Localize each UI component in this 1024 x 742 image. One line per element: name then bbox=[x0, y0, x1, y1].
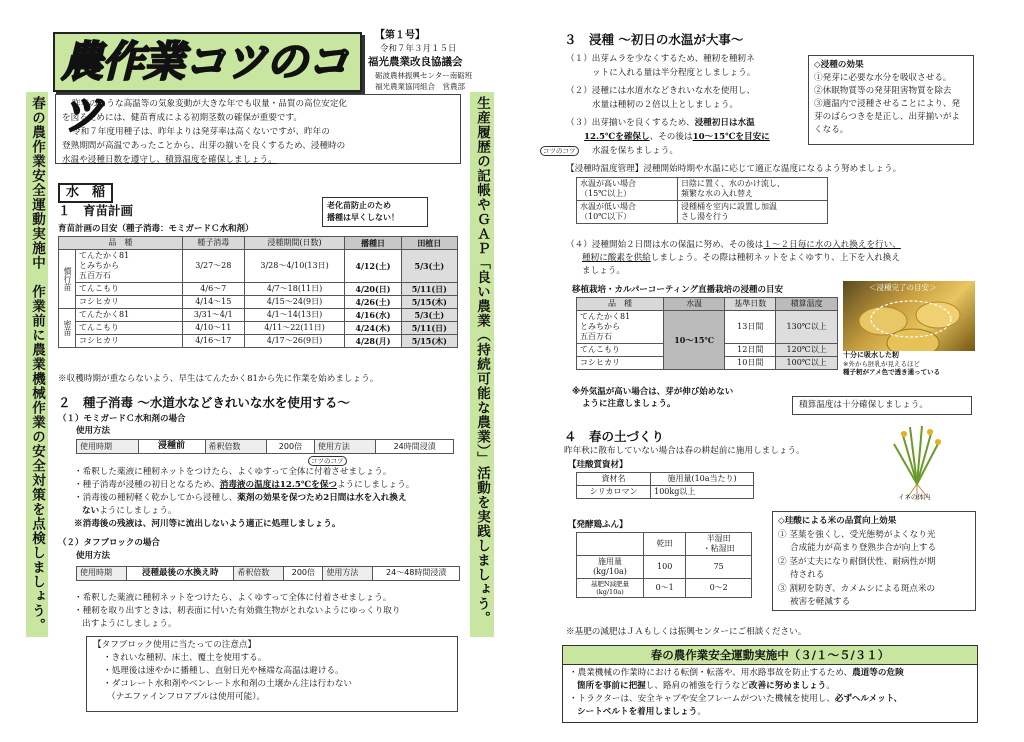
usage1-c0: 使用時期 bbox=[77, 440, 139, 454]
keisan-effect-title: ◇珪酸による米の品質向上効果 bbox=[778, 516, 897, 526]
usage2-c1: 浸種最後の水換え時 bbox=[127, 567, 234, 581]
nursery-r4c4: 5/11(日) bbox=[401, 322, 457, 335]
usage1-c4: 使用方法 bbox=[314, 440, 376, 454]
keisan-table bbox=[576, 472, 754, 499]
effect-item5: くなる。 bbox=[814, 125, 849, 135]
sec2-2-heading: （２）タフブロックの場合 bbox=[58, 538, 160, 548]
usage2-table bbox=[76, 566, 460, 581]
effect-item4: 芽のばらつきを是正し、出芽揃いがよ bbox=[814, 112, 961, 122]
table-row bbox=[59, 250, 458, 283]
nursery-h0: 品 種 bbox=[59, 237, 183, 250]
nursery-r3c2: 4/1～14(13日) bbox=[244, 309, 345, 322]
nursery-r5c2: 4/17～26(9日) bbox=[244, 335, 345, 348]
hakko-table bbox=[576, 532, 752, 598]
sec2-1-b4: ※消毒後の残液は、河川等に流出しないよう適正に処理しましょう。 bbox=[74, 519, 341, 529]
table-row bbox=[577, 201, 828, 224]
safety-body: ・農業機械の作業時における転倒・転落や、用水路事故を防止するため、農道等の危険 箇所を事前に把握し、路肩の補強を行うなど改善に努めましょう。 ・トラクターは、安全キャブや安全フレームがついた機械を使用し、必ずヘルメット、 シートベルトを着用しましょう。 bbox=[569, 668, 904, 718]
photo-caption-top: ＜浸種完了の目安＞ bbox=[869, 283, 937, 292]
sec2-1-b1: ・希釈した薬液に種籾ネットをつけたら、よくゆすって全体に付着させましょう。 bbox=[74, 467, 392, 477]
calper-h3: 積算温度 bbox=[776, 298, 838, 311]
table-row bbox=[59, 283, 458, 296]
intro-line4: 登熟期間が高温であったことから、出芽の揃いを良くするため、浸種時の bbox=[62, 141, 346, 151]
kotsu-tag-1: コツのコツ bbox=[308, 456, 347, 466]
sec1-caption: 育苗計画の目安（種子消毒：モミガードＣ水和剤） bbox=[58, 224, 254, 234]
table-row bbox=[77, 440, 454, 454]
center-vertical-band bbox=[470, 92, 494, 637]
publisher: 福光農業改良協議会 bbox=[368, 56, 463, 68]
temp-r0c1: 日陰に置く、水のかけ流し、 頻繁な水の入れ替え bbox=[678, 178, 828, 201]
hakko-r1c0: 基肥N減肥量 (kg/10a) bbox=[577, 579, 644, 598]
keisan-effect-2: ② 茎が丈夫になり耐倒伏性、耐病性が期 bbox=[778, 556, 936, 567]
table-row bbox=[77, 567, 460, 581]
nursery-r2c2: 4/15～24(9日) bbox=[244, 296, 345, 309]
usage1-c5: 24時間浸漬 bbox=[376, 440, 454, 454]
keisan-r1: 100kg以上 bbox=[651, 486, 754, 499]
nursery-r0c0: てんたかく81 とみちから 五百万石 bbox=[76, 250, 183, 283]
calper-r1c2: 120℃以上 bbox=[776, 344, 838, 357]
sec3-items bbox=[566, 52, 806, 158]
temp-mgmt-text: 【浸種時温度管理】浸種開始時期や水温に応じて適正な温度になるよう努めましょう。 bbox=[566, 164, 902, 174]
sec4-heading: ４ 春の土づくり bbox=[564, 429, 665, 444]
usage2-c0: 使用時期 bbox=[77, 567, 127, 581]
table-row bbox=[577, 311, 838, 344]
calper-h0: 品 種 bbox=[577, 298, 664, 311]
effect-item3: ③適温内で浸種させることにより、発 bbox=[814, 99, 961, 109]
tough-box-item2: ・処理後は速やかに播種し、直射日光や極端な高温は避ける。 bbox=[103, 666, 344, 676]
nursery-r2c0: コシヒカリ bbox=[76, 296, 183, 309]
sec3-item2b: 水量は種籾の２倍以上としましょう。 bbox=[592, 100, 739, 110]
calper-h1: 水温 bbox=[664, 298, 725, 311]
calper-r1c0: てんこもり bbox=[577, 344, 664, 357]
logo-title: 農作業コツのコツ bbox=[61, 37, 349, 139]
tough-box-title: 【タフブロック使用に当たっての注意点】 bbox=[93, 640, 257, 650]
sec3-item4: （４）浸種開始２日間は水の保温に努め、その後は１～２日毎に水の入れ換えを行い、 種籾に酸素を供給しましょう。その際は種籾ネットをよくゆすり、上下を入れ換え ましょう。 bbox=[566, 240, 901, 276]
calper-r2c2: 100℃以上 bbox=[776, 357, 838, 370]
kotsu-tag-2: コツのコツ bbox=[540, 146, 579, 156]
nursery-header-row bbox=[59, 237, 458, 250]
intro-line3: 令和７年度用種子は、昨年よりは発芽率は高くないですが、昨年の bbox=[72, 127, 330, 137]
tough-box-item4: （ナエファインフロアブルは使用可能）。 bbox=[107, 692, 266, 702]
nursery-r2c4: 5/15(木) bbox=[401, 296, 457, 309]
nursery-group2: 密苗 bbox=[59, 309, 76, 348]
sec2-1-bullets bbox=[74, 466, 470, 531]
sec2-1-b3-cont: ないようにしましょう。 bbox=[82, 506, 177, 516]
calper-r0c1: 13日間 bbox=[725, 311, 776, 344]
keisan-effect-2b: 待される bbox=[790, 570, 825, 580]
nursery-h4: 田植日 bbox=[401, 237, 457, 250]
nursery-r1c4: 5/11(日) bbox=[401, 283, 457, 296]
table-row bbox=[577, 473, 754, 486]
hakko-title: 【発酵鶏ふん】 bbox=[568, 520, 628, 530]
nursery-r2c1: 4/14～15 bbox=[182, 296, 244, 309]
nursery-r4c1: 4/10～11 bbox=[182, 322, 244, 335]
nursery-r5c0: コシヒカリ bbox=[76, 335, 183, 348]
usage2-c3: 200倍 bbox=[284, 567, 323, 581]
hakko-r0c0: 施用量 (kg/10a) bbox=[577, 556, 644, 579]
usage1-c3: 200倍 bbox=[267, 440, 315, 454]
calper-water: 10～15℃ bbox=[664, 311, 725, 370]
issue-number: 【第１号】 bbox=[375, 30, 425, 41]
calper-title: 移植栽培・カルパーコーティング直播栽培の浸種の目安 bbox=[572, 285, 784, 295]
nursery-r1c0: てんこもり bbox=[76, 283, 183, 296]
calper-r2c0: コシヒカリ bbox=[577, 357, 664, 370]
left-vertical-text: 春の農作業安全運動実施中 作業前に農業機械作業の安全対策を点検しましょう。 bbox=[29, 96, 45, 633]
sec2-1-heading: （１）モミガードＣ水和剤の場合 bbox=[58, 414, 186, 424]
nursery-h1: 種子消毒 bbox=[182, 237, 244, 250]
publisher-sub2: 福光農業協同組合 営農部 bbox=[375, 82, 465, 91]
sec3-heading: ３ 浸種 ～初日の水温が大事～ bbox=[564, 32, 744, 47]
hakko-r0c1: 100 bbox=[644, 556, 686, 579]
temp-table bbox=[576, 177, 828, 224]
nursery-r3c4: 5/3(土) bbox=[401, 309, 457, 322]
nursery-r1c1: 4/6～7 bbox=[182, 283, 244, 296]
hakko-r1c2: 0～2 bbox=[686, 579, 752, 598]
center-vertical-text: 生産履歴の記帳やＧＡＰ「良い農業（持続可能な農業）」活動を実践しましょう。 bbox=[474, 96, 490, 626]
photo-caption-box: 十分に吸水した籾 ※外から胚乳が見えるほど 種子籾がアメ色で透き通っている bbox=[843, 351, 975, 383]
tough-box-item1: ・きれいな種籾、床土、覆土を使用する。 bbox=[103, 653, 267, 663]
usage2-c5: 24～48時間浸漬 bbox=[373, 567, 460, 581]
sec3-item3a: （３）出芽揃いを良くするため、浸種初日は水温 bbox=[566, 118, 755, 128]
nursery-r0c1: 3/27～28 bbox=[182, 250, 244, 283]
soak-effect-box bbox=[808, 55, 974, 145]
nursery-table bbox=[58, 236, 458, 348]
tough-box-item3: ・ダコレート水和剤やベンレート水和剤の土壌かん注は行わない bbox=[103, 679, 353, 689]
nursery-r0c4: 5/3(土) bbox=[401, 250, 457, 283]
keisan-effect-3: ③ 割籾を防ぎ、カメムシによる斑点米の bbox=[778, 583, 936, 594]
table-row bbox=[59, 309, 458, 322]
usage2-c2: 希釈倍数 bbox=[234, 567, 284, 581]
suitou-heading: 水 稲 bbox=[58, 183, 113, 203]
soak-photo bbox=[843, 281, 975, 383]
usage1-c1: 浸種前 bbox=[138, 440, 205, 454]
nursery-r4c2: 4/11～22(11日) bbox=[244, 322, 345, 335]
hakko-r0c2: 75 bbox=[686, 556, 752, 579]
calper-notes: ※外気温が高い場合は、芽が伸び始めない ように注意しましょう。 bbox=[572, 387, 734, 409]
calper-r0c2: 130℃以上 bbox=[776, 311, 838, 344]
keisan-r0: シリカロマン bbox=[577, 486, 651, 499]
sec2-1-b3: ・消毒後の種籾軽く乾かしてから浸種し、薬剤の効果を保つため2日間は水を入れ換え bbox=[74, 493, 407, 503]
keisan-effect-3b: 被害を軽減する bbox=[790, 597, 851, 607]
calper-r2c1: 10日間 bbox=[725, 357, 776, 370]
hakko-h0 bbox=[577, 533, 644, 556]
sec3-item3c: 水温を保ちましょう。 bbox=[592, 146, 678, 156]
sec3-item3b: 12.5℃を確保し、その後は10～15℃を目安に bbox=[584, 132, 770, 142]
usage2-label: 使用方法 bbox=[76, 551, 111, 561]
table-row bbox=[59, 296, 458, 309]
hakko-h2: 半湿田 ・粘湿田 bbox=[686, 533, 752, 556]
table-row bbox=[59, 322, 458, 335]
sec2-2-b1: ・希釈した薬液に種籾ネットをつけたら、よくゆすって全体に付着させましょう。 bbox=[74, 593, 392, 603]
temp-r1c0: 水温が低い場合 （10℃以下） bbox=[577, 201, 678, 224]
keisan-effect-1: ① 茎葉を強くし、受光態勢がよくなり光 bbox=[778, 529, 936, 540]
rice-plant-icon bbox=[882, 422, 952, 502]
usage2-c4: 使用方法 bbox=[323, 567, 373, 581]
nursery-r3c0: てんたかく81 bbox=[76, 309, 183, 322]
nursery-h2: 浸種期間(日数) bbox=[244, 237, 345, 250]
table-row bbox=[577, 486, 754, 499]
usage1-table bbox=[76, 439, 454, 454]
sec1-footnote: ※収穫時期が重ならないよう、早生はてんたかく81から先に作業を始めましょう。 bbox=[58, 374, 379, 384]
hakko-r1c1: 0～1 bbox=[644, 579, 686, 598]
sec3-item1a: （１）出芽ムラを少なくするため、種籾を種籾ネ bbox=[566, 54, 755, 64]
sec1-heading: １ 育苗計画 bbox=[58, 203, 134, 218]
table-row bbox=[577, 178, 828, 201]
nursery-r4c3: 4/24(木) bbox=[345, 322, 401, 335]
effect-title: ◇浸種の効果 bbox=[814, 60, 864, 70]
intro-line2: を図るためには、健苗育成による初期茎数の確保が重要です。 bbox=[62, 113, 302, 123]
nursery-r2c3: 4/26(土) bbox=[345, 296, 401, 309]
usage1-label: 使用方法 bbox=[76, 426, 111, 436]
nursery-r3c3: 4/16(水) bbox=[345, 309, 401, 322]
sec2-2-b3: 出すようにしましょう。 bbox=[82, 619, 177, 629]
calper-r0c0: てんたかく81 とみちから 五百万石 bbox=[577, 311, 664, 344]
sec2-heading: ２ 種子消毒 ～水道水などきれいな水を使用する～ bbox=[58, 395, 350, 410]
table-row bbox=[59, 335, 458, 348]
nursery-r5c3: 4/28(月) bbox=[345, 335, 401, 348]
keisan-h1: 施用量(10a当たり) bbox=[651, 473, 754, 486]
intro-box bbox=[55, 94, 461, 164]
table-row bbox=[577, 533, 752, 556]
sec1-note: 老化苗防止のため 播種は早くしない！ bbox=[322, 197, 428, 227]
sec2-2-bullets bbox=[74, 592, 400, 631]
nursery-r1c2: 4/7～18(11日) bbox=[244, 283, 345, 296]
calper-table bbox=[576, 297, 838, 370]
left-vertical-band bbox=[26, 92, 48, 637]
nursery-r5c1: 4/16～17 bbox=[182, 335, 244, 348]
keisan-effect-1b: 合成能力が高まり登熟歩合が向上する bbox=[790, 543, 937, 553]
sekisan-box: 積算温度は十分確保しましょう。 bbox=[792, 396, 972, 415]
hakko-h1: 乾田 bbox=[644, 533, 686, 556]
nursery-r0c3: 4/12(土) bbox=[345, 250, 401, 283]
calper-r1c1: 12日間 bbox=[725, 344, 776, 357]
calper-header-row bbox=[577, 298, 838, 311]
nursery-h3: 播種日 bbox=[345, 237, 401, 250]
sec2-1-b2: ・種子消毒が浸種の初日となるため、消毒液の温度は12.5℃を保つようにしましょう。 bbox=[74, 480, 415, 490]
nursery-r4c0: てんこもり bbox=[76, 322, 183, 335]
nursery-r0c2: 3/28～4/10(13日) bbox=[244, 250, 345, 283]
nursery-r1c3: 4/20(日) bbox=[345, 283, 401, 296]
nursery-group1: 慣行苗 bbox=[59, 250, 76, 309]
sec4-intro: 昨年秋に散布していない場合は春の耕起前に施用しましょう。 bbox=[564, 446, 805, 456]
sec2-2-b2: ・種籾を取り出すときは、籾表面に付いた有効微生物がとれないようにゆっくり取り bbox=[74, 606, 401, 616]
keisan-h0: 資材名 bbox=[577, 473, 651, 486]
sec3-item2a: （２）浸種には水道水などきれいな水を使用し、 bbox=[566, 86, 756, 96]
plant-caption: イネの体内 bbox=[898, 493, 931, 501]
effect-item1: ①発芽に必要な水分を吸収させる。 bbox=[814, 73, 952, 83]
table-row bbox=[577, 556, 752, 579]
temp-r0c0: 水温が高い場合 （15℃以上） bbox=[577, 178, 678, 201]
effect-item2: ②休眠物質等の発芽阻害物質を除去 bbox=[814, 86, 952, 96]
keisan-effect-box bbox=[772, 511, 976, 611]
tough-block-box bbox=[86, 636, 458, 712]
intro-line1: 昨年のような高温等の気象変動が大きな年でも収量・品質の高位安定化 bbox=[72, 99, 348, 109]
sec3-item1b: ットに入れる量は半分程度としましょう。 bbox=[592, 68, 756, 78]
sec4-footnote: ※基肥の減肥はＪＡもしくは振興センターにご相談ください。 bbox=[566, 627, 807, 637]
keisan-title: 【珪酸質資材】 bbox=[568, 460, 628, 470]
table-row bbox=[577, 579, 752, 598]
nursery-r3c1: 3/31～4/1 bbox=[182, 309, 244, 322]
publisher-sub1: 砺波農林振興センター南砺班 bbox=[375, 71, 473, 80]
nursery-r5c4: 5/15(木) bbox=[401, 335, 457, 348]
calper-h2: 基準日数 bbox=[725, 298, 776, 311]
safety-title: 春の農作業安全運動実施中（３/１～５/３１） bbox=[563, 646, 977, 665]
issue-date: 令和７年３月１５日 bbox=[380, 44, 457, 54]
safety-box bbox=[562, 645, 978, 723]
usage1-c2: 希釈倍数 bbox=[205, 440, 267, 454]
intro-line5: 水温や浸種日数を遵守し、積算温度を確保しましょう。 bbox=[62, 155, 277, 165]
temp-r1c1: 浸種桶を室内に設置し加温 さし湯を行う bbox=[678, 201, 828, 224]
